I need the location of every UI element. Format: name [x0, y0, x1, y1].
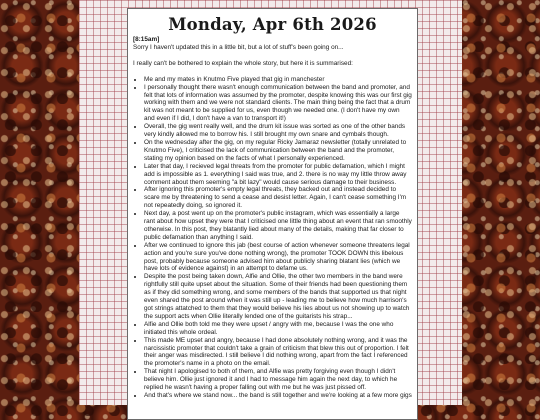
spacer	[133, 68, 412, 76]
list-item: • That night I apologised to both of them, and Alfie was pretty forgiving even though I didn't believe him. Ollie just ignored it and I had to message him again the next day, to which he replied he wasn't having a proper falling out with me but he was just pissed off.	[144, 368, 412, 392]
list-item: • And that's where we stand now... the band is still together and we're looking at a few more gigs	[144, 392, 412, 400]
list-item: • Despite the post being taken down, Alfie and Ollie, the other two members in the band were rightfully still quite upset about the situation. Some of their friends had been questioning them as if they did something wrong, and some members of the bands that supported us that night even shared the post around when it was still up - leading me to believe how much harrison's got strings attatched to them that they would believe his lies about us not showing up to watch the support acts when Ollie literally lended one of the guitarists his strap...	[144, 273, 412, 320]
list-item: • Me and my mates in Knutmo Five played that gig in manchester	[144, 76, 412, 84]
list-item: • This made ME upset and angry, because I had done absolutely nothing wrong, and it was the narcissistic promoter that couldn't take a grain of criticism that blew this out of proportion. I felt their anger was misdirected. I still believe I did nothing wrong, apart from the fact I referenced the promoter's name in a photo on the email.	[144, 337, 412, 369]
post-intro: Sorry I haven't updated this in a little bit, but a lot of stuff's been going on...	[133, 43, 344, 51]
post-summary-line: I really can't be bothered to explain the whole story, but here it is summarised:	[133, 59, 353, 67]
summary-list	[133, 76, 412, 400]
post-time: [8:15am]	[133, 36, 160, 43]
list-item: • Later that day, I recieved legal threats from the promoter for public defamation, which I might add is impossible as 1. everything I said was true, and 2. there is no way my little throw away comment about them seeming "a bit lazy" would cause serious damage to their business.	[144, 163, 412, 187]
list-item: • Next day, a post went up on the promoter's public instagram, which was essentially a large rant about how upset they were that I criticised one little thing about an event that ran smoothly otherwise. In this post, they blatantly lied about many of the details, making that far closer to public defamation than anything I said.	[144, 210, 412, 242]
blog-post-panel	[127, 8, 418, 420]
list-item: • After ignoring this promoter's empty legal threats, they backed out and instead decided to scare me by threatening to send a cease and desist letter. Again, I can't cease something I'm not repeatedly doing, so ignored it.	[144, 186, 412, 210]
list-item: • Alfie and Ollie both told me they were upset / angry with me, because I was the one who initiated this whole ordeal.	[144, 321, 412, 337]
spacer	[133, 52, 412, 60]
list-item: • After we continued to ignore this jab (best course of action whenever someone threatens legal action and you're sure you've done nothing wrong), the promoter TOOK DOWN this libelous post, probably because someone advised him about publicly sharing blatant lies (which we have lots of evidence against) in an attempt to defame us.	[144, 242, 412, 274]
list-item: • I personally thought there wasn't enough communication between the band and promoter, and felt that lots of information was assumed by the promoter, despite knowing this was our first gig working with them and we were not standard clients. The main thing being the fact that a drum kit was not meant to be supplied for us, even though we needed one. (I don't have my own and even if I did, I don't have a van to transport it!)	[144, 84, 412, 124]
list-item: • Overall, the gig went really well, and the drum kit issue was sorted as one of the other bands very kindly allowed me to borrow his. I still brought my own snare and cymbals though.	[144, 123, 412, 139]
post-title: Monday, Apr 6th 2026	[168, 15, 377, 34]
post-content	[128, 36, 417, 400]
list-item: • On the wednesday after the gig, on my regular Ricky Jamaraz newsletter (totally unrelated to Knutmo Five), I criticised the lack of communication between the band and the promoter, stating my opinion based on the facts of what I personally experienced.	[144, 139, 412, 163]
